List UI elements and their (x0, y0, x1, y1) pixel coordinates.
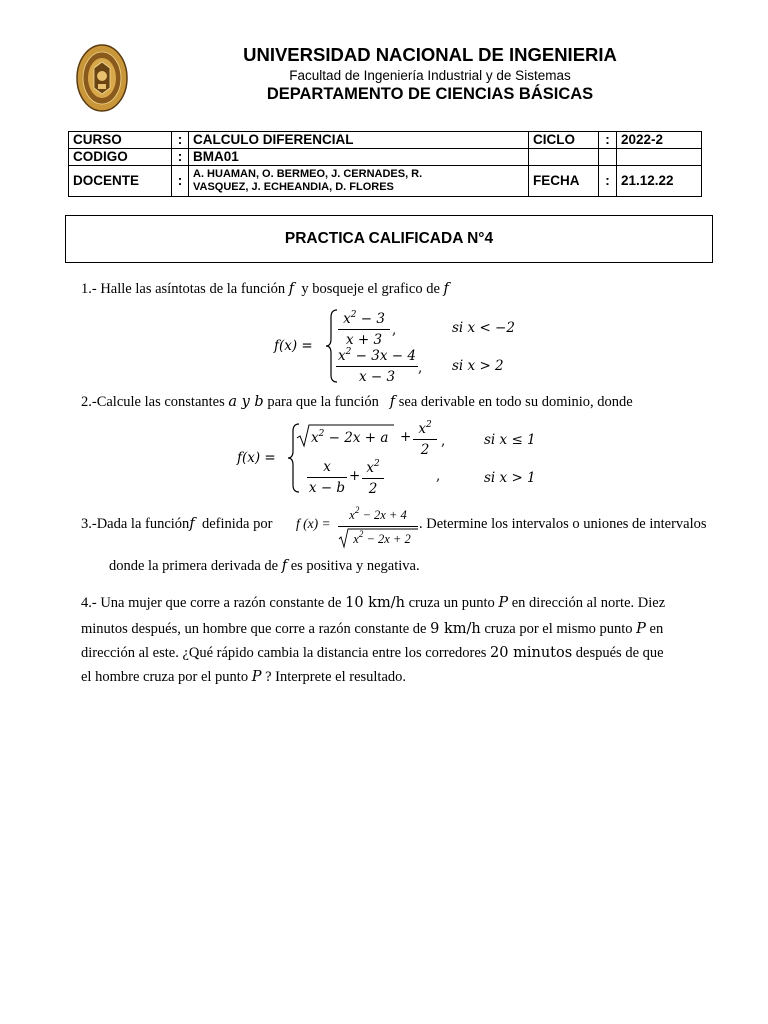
curso-value: CALCULO DIFERENCIAL (189, 132, 529, 149)
fecha-label: FECHA (529, 166, 599, 197)
faculty-name: Facultad de Ingeniería Industrial y de Sistemas (289, 68, 571, 83)
q2-case2-fraction-b: $x^2$ 2 (362, 459, 384, 497)
q2-lhs: f(x) = (237, 450, 276, 466)
q1-case1-condition: si x < −2 (452, 320, 515, 336)
department-name: DEPARTAMENTO DE CIENCIAS BÁSICAS (266, 85, 594, 103)
q1-lhs: f(x) = (274, 338, 313, 354)
plus-sign: + (349, 468, 361, 484)
q2-case2-fraction-a: x x − b (308, 459, 346, 496)
curso-label: CURSO (69, 132, 172, 149)
table-row (69, 132, 702, 149)
empty-cell (529, 149, 599, 166)
title-box (65, 215, 713, 263)
comma: , (436, 468, 441, 484)
question-4-line-4: el hombre cruza por el punto P ? Interprete el resultado. (81, 669, 407, 685)
colon: : (172, 132, 189, 149)
colon: : (599, 132, 617, 149)
question-3-text-b: . Determine los intervalos o uniones de intervalos (419, 516, 707, 532)
q1-case1-fraction: $x^2 - 3$ x + 3 (338, 310, 390, 348)
q2-case1-root: $x^2 - 2x + a$ (311, 429, 389, 446)
empty-cell (617, 149, 702, 166)
fecha-value: 21.12.22 (617, 166, 702, 197)
comma: , (418, 360, 423, 376)
plus-sign: + (400, 429, 412, 445)
page-title: PRACTICA CALIFICADA N°4 (284, 230, 494, 247)
docente-line-2: VASQUEZ, J. ECHEANDIA, D. FLORES (193, 181, 394, 193)
comma: , (392, 322, 397, 338)
question-1-text: 1.- Halle las asíntotas de la función f y bosqueje el grafico de f (81, 281, 449, 297)
q3-fraction: $x^2 - 2x + 4$ $x^2 - 2x + 2$ (338, 505, 418, 547)
codigo-value: BMA01 (189, 149, 529, 166)
university-seal-icon (76, 44, 128, 112)
ciclo-value: 2022-2 (617, 132, 702, 149)
codigo-label: CODIGO (69, 149, 172, 166)
colon: : (599, 166, 617, 197)
ciclo-label: CICLO (529, 132, 599, 149)
table-row (69, 166, 702, 197)
q2-case1-fraction: $x^2$ 2 (413, 420, 437, 458)
docente-value (189, 166, 529, 197)
table-row (69, 149, 702, 166)
question-4-line-2: minutos después, un hombre que corre a razón constante de 9 km/h cruza por el mismo punto P en (81, 621, 664, 637)
q1-case2-condition: si x > 2 (452, 358, 504, 374)
course-info-table (68, 131, 702, 197)
colon: : (172, 149, 189, 166)
square-root-icon (338, 527, 420, 549)
q3-lhs: f (x) = (296, 516, 331, 531)
university-name: UNIVERSIDAD NACIONAL DE INGENIERIA (243, 44, 617, 65)
docente-label: DOCENTE (69, 166, 172, 197)
q1-case2-fraction: $x^2 - 3x - 4$ x − 3 (336, 347, 418, 385)
question-3-text-a: 3.-Dada la funciónf definida por (81, 516, 273, 532)
q2-case2-condition: si x > 1 (484, 470, 536, 486)
colon: : (172, 166, 189, 197)
empty-cell (599, 149, 617, 166)
q2-case1-condition: si x ≤ 1 (484, 432, 536, 448)
question-4-line-3: dirección al este. ¿Qué rápido cambia la distancia entre los corredores 20 minutos después de que (81, 645, 664, 661)
question-3-text-c: donde la primera derivada de f es positiva y negativa. (109, 558, 420, 574)
docente-line-1: A. HUAMAN, O. BERMEO, J. CERNADES, R. (193, 168, 423, 180)
question-2-text: 2.-Calcule las constantes a y b para que la función f sea derivable en todo su dominio, donde (81, 394, 633, 410)
comma: , (441, 433, 446, 449)
question-4-line-1: 4.- Una mujer que corre a razón constante de 10 km/h cruza un punto P en dirección al norte. Diez (81, 595, 666, 611)
